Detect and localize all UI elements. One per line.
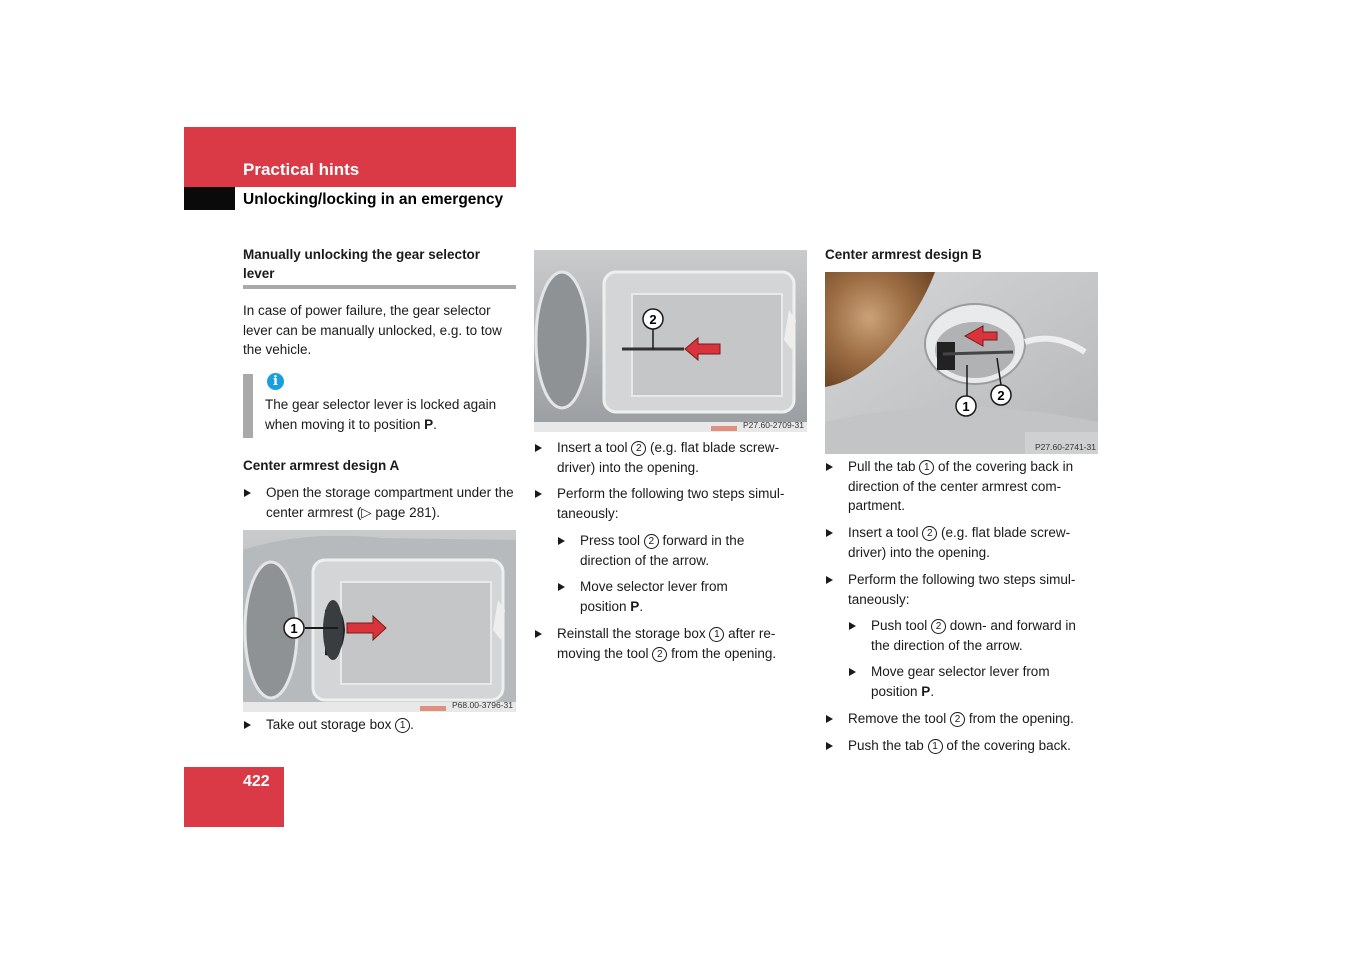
bullet-arrow-icon (849, 668, 856, 676)
figure-armrest-b (825, 272, 1098, 454)
step-text: Insert a tool 2 (e.g. flat blade screw- driver) into the opening. (848, 525, 1071, 560)
bullet-arrow-icon (558, 537, 565, 545)
step-text: Perform the following two steps simul- taneously: (557, 486, 785, 521)
step-text: Push tool 2 down- and forward in the direction of the arrow. (871, 618, 1076, 653)
note-bar (243, 374, 253, 438)
armrest-a-illustration (243, 530, 516, 712)
svg-text:2: 2 (649, 312, 657, 327)
bullet-arrow-icon (244, 489, 251, 497)
callout-2-icon: 2 (922, 526, 937, 541)
figure-marker (711, 426, 737, 431)
subsection-marker (184, 187, 235, 210)
callout-2-icon: 2 (652, 647, 667, 662)
bullet-arrow-icon (535, 630, 542, 638)
bullet-arrow-icon (849, 622, 856, 630)
svg-text:2: 2 (997, 388, 1005, 403)
callout-1-icon: 1 (709, 627, 724, 642)
step-text: Pull the tab 1 of the covering back in direction of the center armrest com- partment. (848, 459, 1074, 513)
note-text (265, 395, 520, 434)
callout-2-icon: 2 (950, 712, 965, 727)
figure-armrest-a (243, 530, 516, 712)
callout-2-icon: 2 (931, 619, 946, 634)
step-text: Reinstall the storage box 1 after re- moving the tool 2 from the opening. (557, 626, 777, 661)
note-text-content: The gear selector lever is locked again when moving it to position P. (265, 397, 497, 432)
design-a-heading: Center armrest design A (243, 458, 400, 473)
bullet-arrow-icon (826, 463, 833, 471)
step-text: Take out storage box 1 . (266, 717, 414, 732)
bullet-arrow-icon (826, 742, 833, 750)
callout-2-icon: 2 (631, 441, 646, 456)
bullet-arrow-icon (558, 583, 565, 591)
svg-text:1: 1 (290, 621, 298, 636)
step-text: Insert a tool 2 (e.g. flat blade screw- driver) into the opening. (557, 440, 780, 475)
bullet-arrow-icon (535, 444, 542, 452)
bullet-arrow-icon (535, 490, 542, 498)
callout-1-icon: 1 (919, 460, 934, 475)
figure-code: P68.00-3796-31 (452, 700, 513, 710)
svg-text:1: 1 (962, 399, 970, 414)
bullet-arrow-icon (826, 715, 833, 723)
bullet-arrow-icon (826, 576, 833, 584)
step-text: Press tool 2 forward in the direction of the arrow. (580, 533, 745, 568)
subsection-title: Unlocking/locking in an emergency (243, 191, 504, 208)
bullet-arrow-icon (244, 721, 251, 729)
step-text: Open the storage compartment under the center armrest (▷ page 281). (266, 485, 514, 520)
heading-rule (243, 285, 516, 289)
figure-marker (420, 706, 446, 711)
step-text: Move selector lever from position P. (580, 579, 728, 614)
callout-2-icon: 2 (644, 534, 659, 549)
figure-tool-insert (534, 250, 807, 432)
bullet-arrow-icon (826, 529, 833, 537)
figure-code: P27.60-2709-31 (743, 420, 804, 430)
tool-insert-illustration (534, 250, 807, 432)
info-icon: i (267, 373, 284, 390)
position-p-label: P (424, 416, 434, 432)
callout-1-icon: 1 (928, 739, 943, 754)
step-text: Move gear selector lever from position P. (871, 664, 1050, 699)
step-text: Remove the tool 2 from the opening. (848, 711, 1074, 726)
page-number: 422 (243, 773, 270, 790)
section-title: Practical hints (243, 160, 360, 179)
step-text: Perform the following two steps simul- taneously: (848, 572, 1076, 607)
armrest-b-illustration (825, 272, 1098, 454)
callout-1-icon: 1 (395, 718, 410, 733)
figure-code: P27.60-2741-31 (1035, 442, 1096, 452)
design-b-heading: Center armrest design B (825, 247, 982, 262)
section-heading: Manually unlocking the gear selector lever (243, 247, 481, 281)
intro-paragraph: In case of power failure, the gear selector lever can be manually unlocked, e.g. to tow the vehicle. (243, 303, 502, 357)
step-text: Push the tab 1 of the covering back. (848, 738, 1071, 753)
